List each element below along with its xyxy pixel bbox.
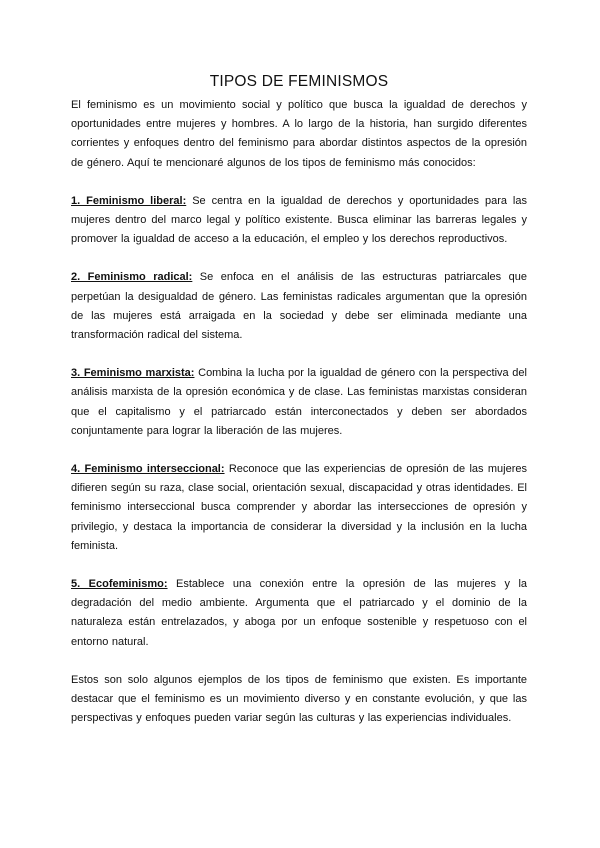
section-text: Se enfoca en el análisis de las estructuras patriarcales que perpetúan la desigualdad de género. Las feministas radicales argumentan que la opresión de las mujeres está arraigada en la sociedad y debe ser eliminada mediante una transformación radical del sistema. bbox=[71, 271, 527, 342]
section-heading: 2. Feminismo radical: bbox=[71, 271, 193, 284]
section-ecofeminismo bbox=[71, 575, 527, 652]
outro-paragraph: Estos son solo algunos ejemplos de los tipos de feminismo que existen. Es importante destacar que el feminismo es un movimiento diverso y en constante evolución, y que las perspectivas y enfoques pueden variar según las culturas y las experiencias individuales. bbox=[71, 673, 527, 725]
section-heading: 5. Ecofeminismo: bbox=[71, 578, 168, 591]
document-page bbox=[71, 72, 527, 728]
section-liberal bbox=[71, 192, 527, 250]
section-heading: 1. Feminismo liberal: bbox=[71, 194, 187, 207]
section-text: Reconoce que las experiencias de opresión de las mujeres difieren según su raza, clase social, orientación sexual, discapacidad y otras identidades. El feminismo interseccional busca comprender y abordar las intersecciones de opresión y privilegio, y destaca la importancia de considerar la diversidad y la inclusión en la lucha feminista. bbox=[71, 463, 527, 552]
section-text: Combina la lucha por la igualdad de género con la perspectiva del análisis marxista de la opresión económica y de clase. Las feministas marxistas consideran que el capitalismo y el patriarcado están interconectados y deben ser abordados conjuntamente para lograr la liberación de las mujeres. bbox=[71, 367, 527, 437]
section-radical bbox=[71, 268, 527, 345]
section-interseccional bbox=[71, 460, 527, 556]
section-heading: 3. Feminismo marxista: bbox=[71, 367, 195, 380]
section-text: Establece una conexión entre la opresión de las mujeres y la degradación del medio ambiente. Argumenta que el patriarcado y el dominio de la naturaleza están entrelazados, y aboga por un enfoque sostenible y respetuoso con el entorno natural. bbox=[71, 578, 528, 648]
intro-paragraph: El feminismo es un movimiento social y político que busca la igualdad de derechos y oportunidades entre mujeres y hombres. A lo largo de la historia, han surgido diferentes corrientes y enfoques dentro del feminismo para abordar distintos aspectos de la opresión de género. Aquí te mencionaré algunos de los tipos de feminismo más conocidos: bbox=[71, 99, 527, 169]
section-marxista bbox=[71, 364, 527, 441]
section-text: Se centra en la igualdad de derechos y oportunidades para las mujeres dentro del marco legal y político existente. Busca eliminar las barreras legales y promover la igualdad de acceso a la educación, el empleo y los derechos reproductivos. bbox=[71, 194, 527, 246]
section-heading: 4. Feminismo interseccional: bbox=[71, 463, 225, 476]
document-title: TIPOS DE FEMINISMOS bbox=[209, 73, 389, 90]
